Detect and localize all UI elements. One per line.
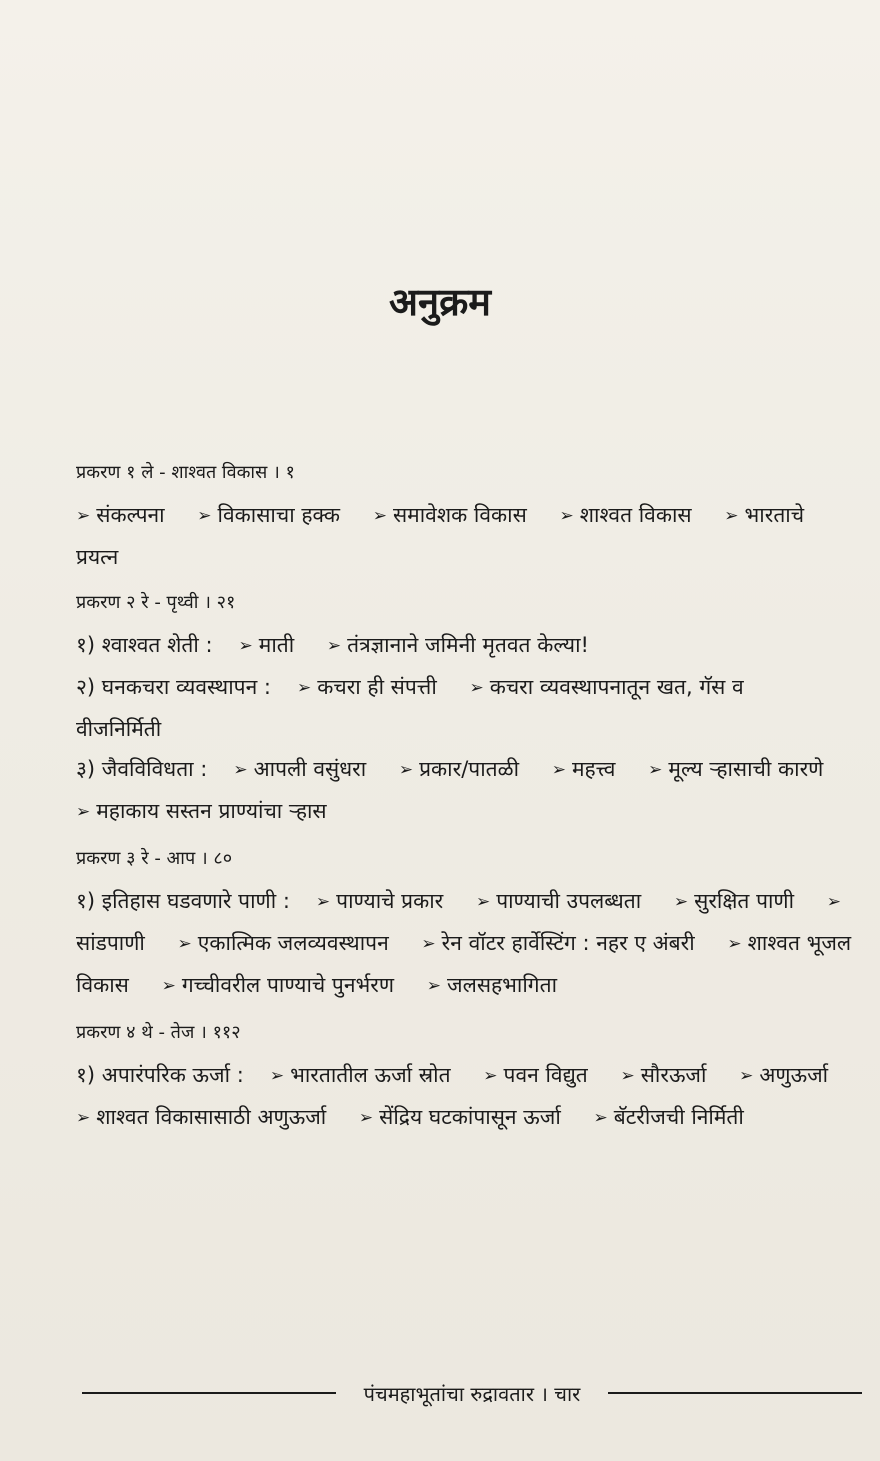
toc-entry	[76, 625, 858, 667]
arrow-bullet-icon: ➢	[469, 678, 484, 698]
toc-item	[620, 1063, 706, 1087]
toc-item-text: कचरा व्यवस्थापनातून खत, गॅस व वीजनिर्मिती	[76, 675, 744, 741]
arrow-bullet-icon: ➢	[483, 1066, 498, 1086]
page-title: अनुक्रम	[388, 280, 492, 324]
toc-item-text: भारताचे प्रयत्न	[76, 503, 805, 569]
toc-item-text: गच्चीवरील पाण्याचे पुनर्भरण	[181, 973, 395, 997]
toc-item-text: तंत्रज्ञानाने जमिनी मृतवत केल्या!	[347, 633, 589, 657]
toc-item	[233, 757, 366, 781]
chapter-heading: प्रकरण ३ रे - आप । ८०	[76, 848, 233, 869]
toc-item-text: भारतातील ऊर्जा स्रोत	[290, 1063, 451, 1087]
toc-item-text: एकात्मिक जलव्यवस्थापन	[197, 931, 389, 955]
toc-item-text: सांडपाणी	[76, 931, 145, 955]
toc-entry	[76, 1055, 858, 1139]
arrow-bullet-icon: ➢	[197, 506, 212, 526]
arrow-bullet-icon: ➢	[551, 760, 566, 780]
chapter-section	[76, 841, 858, 1007]
toc-item	[674, 889, 794, 913]
toc-item-text: महत्त्व	[571, 757, 616, 781]
toc-item-text: अणुऊर्जा	[759, 1063, 829, 1087]
toc-item-text: संकल्पना	[96, 503, 165, 527]
toc-item-text: सौरऊर्जा	[640, 1063, 707, 1087]
arrow-bullet-icon: ➢	[724, 506, 739, 526]
toc-entry	[76, 495, 858, 577]
arrow-bullet-icon: ➢	[76, 506, 91, 526]
toc-item	[427, 973, 557, 997]
arrow-bullet-icon: ➢	[593, 1108, 608, 1128]
toc-item-text: कचरा ही संपत्ती	[317, 675, 437, 699]
arrow-bullet-icon: ➢	[76, 802, 91, 822]
toc-item	[560, 503, 692, 527]
toc-item-text: आपली वसुंधरा	[253, 757, 367, 781]
toc-item-text: माती	[258, 633, 295, 657]
arrow-bullet-icon: ➢	[421, 934, 436, 954]
arrow-bullet-icon: ➢	[398, 760, 414, 780]
arrow-bullet-icon: ➢	[177, 934, 192, 954]
toc-item	[178, 931, 389, 955]
arrow-bullet-icon: ➢	[426, 976, 441, 996]
toc-item-text: शाश्वत विकासासाठी अणुऊर्जा	[96, 1105, 327, 1129]
toc-item-text: सुरक्षित पाणी	[694, 889, 795, 913]
arrow-bullet-icon: ➢	[673, 892, 689, 912]
arrow-bullet-icon: ➢	[297, 678, 312, 698]
toc-item-text: समावेशक विकास	[392, 503, 527, 527]
toc-item	[739, 1063, 828, 1087]
arrow-bullet-icon: ➢	[358, 1108, 374, 1128]
toc-item-text: पाण्याचे प्रकार	[336, 889, 444, 913]
entry-label: २) घनकचरा व्यवस्थापन :	[76, 675, 271, 699]
toc-entry	[76, 667, 858, 749]
toc-item	[297, 675, 437, 699]
toc-item	[399, 757, 519, 781]
entry-label: ३) जैवविविधता :	[76, 757, 208, 781]
toc-item-text: मूल्य ऱ्हासाची कारणे	[668, 757, 824, 781]
chapter-section	[76, 455, 858, 577]
toc-item	[76, 503, 165, 527]
toc-item-text: विकासाचा हक्क	[217, 503, 341, 527]
toc-item-text: महाकाय सस्तन प्राण्यांचा ऱ्हास	[96, 799, 327, 823]
arrow-bullet-icon: ➢	[727, 934, 742, 954]
arrow-bullet-icon: ➢	[161, 976, 176, 996]
toc-item	[316, 889, 443, 913]
toc-item	[483, 1063, 588, 1087]
table-of-contents	[76, 455, 858, 1147]
footer-text: पंचमहाभूतांचा रुद्रावतार । चार	[363, 1381, 581, 1406]
arrow-bullet-icon: ➢	[76, 1108, 91, 1128]
toc-item	[648, 757, 823, 781]
chapter-heading: प्रकरण १ ले - शाश्वत विकास । १	[76, 462, 295, 483]
arrow-bullet-icon: ➢	[826, 892, 841, 912]
toc-item	[197, 503, 340, 527]
toc-item	[76, 1105, 326, 1129]
arrow-bullet-icon: ➢	[620, 1066, 635, 1086]
toc-item	[552, 757, 616, 781]
toc-item-text: पाण्याची उपलब्धता	[496, 889, 642, 913]
arrow-bullet-icon: ➢	[739, 1066, 754, 1086]
toc-item	[239, 633, 295, 657]
entry-label: १) अपारंपरिक ऊर्जा :	[76, 1063, 244, 1087]
chapter-heading: प्रकरण २ रे - पृथ्वी । २१	[76, 592, 236, 613]
arrow-bullet-icon: ➢	[238, 636, 253, 656]
footer-rule-right	[608, 1392, 862, 1394]
arrow-bullet-icon: ➢	[559, 506, 574, 526]
arrow-bullet-icon: ➢	[233, 760, 248, 780]
toc-item	[373, 503, 527, 527]
entry-label: १) श्वाश्वत शेती :	[76, 633, 213, 657]
toc-item-text: सेंद्रिय घटकांपासून ऊर्जा	[379, 1105, 561, 1129]
toc-item	[593, 1105, 743, 1129]
toc-item-text: पवन विद्युत	[503, 1063, 588, 1087]
arrow-bullet-icon: ➢	[315, 892, 331, 912]
toc-item-text: प्रकार/पातळी	[419, 757, 520, 781]
arrow-bullet-icon: ➢	[326, 636, 342, 656]
toc-item-text: जलसहभागिता	[447, 973, 558, 997]
toc-item-text: शाश्वत भूजल विकास	[76, 931, 852, 997]
toc-entry	[76, 881, 858, 1007]
toc-item-text: रेन वॉटर हार्वेस्टिंग : नहर ए अंबरी	[441, 931, 695, 955]
toc-item-text: शाश्वत विकास	[579, 503, 692, 527]
toc-item	[327, 633, 589, 657]
toc-item-text: बॅटरीजची निर्मिती	[613, 1105, 744, 1129]
entry-label: १) इतिहास घडवणारे पाणी :	[76, 889, 290, 913]
arrow-bullet-icon: ➢	[269, 1066, 285, 1086]
toc-item	[476, 889, 641, 913]
toc-item	[421, 931, 694, 955]
toc-entry	[76, 749, 858, 833]
toc-item	[162, 973, 394, 997]
toc-item	[359, 1105, 561, 1129]
toc-item	[270, 1063, 451, 1087]
chapter-heading: प्रकरण ४ थे - तेज । ११२	[76, 1022, 241, 1043]
page-footer	[82, 1373, 862, 1413]
footer-rule-left	[82, 1392, 336, 1394]
arrow-bullet-icon: ➢	[648, 760, 663, 780]
chapter-section	[76, 1015, 858, 1139]
chapter-section	[76, 585, 858, 833]
arrow-bullet-icon: ➢	[372, 506, 387, 526]
arrow-bullet-icon: ➢	[475, 892, 491, 912]
toc-item	[76, 799, 327, 823]
